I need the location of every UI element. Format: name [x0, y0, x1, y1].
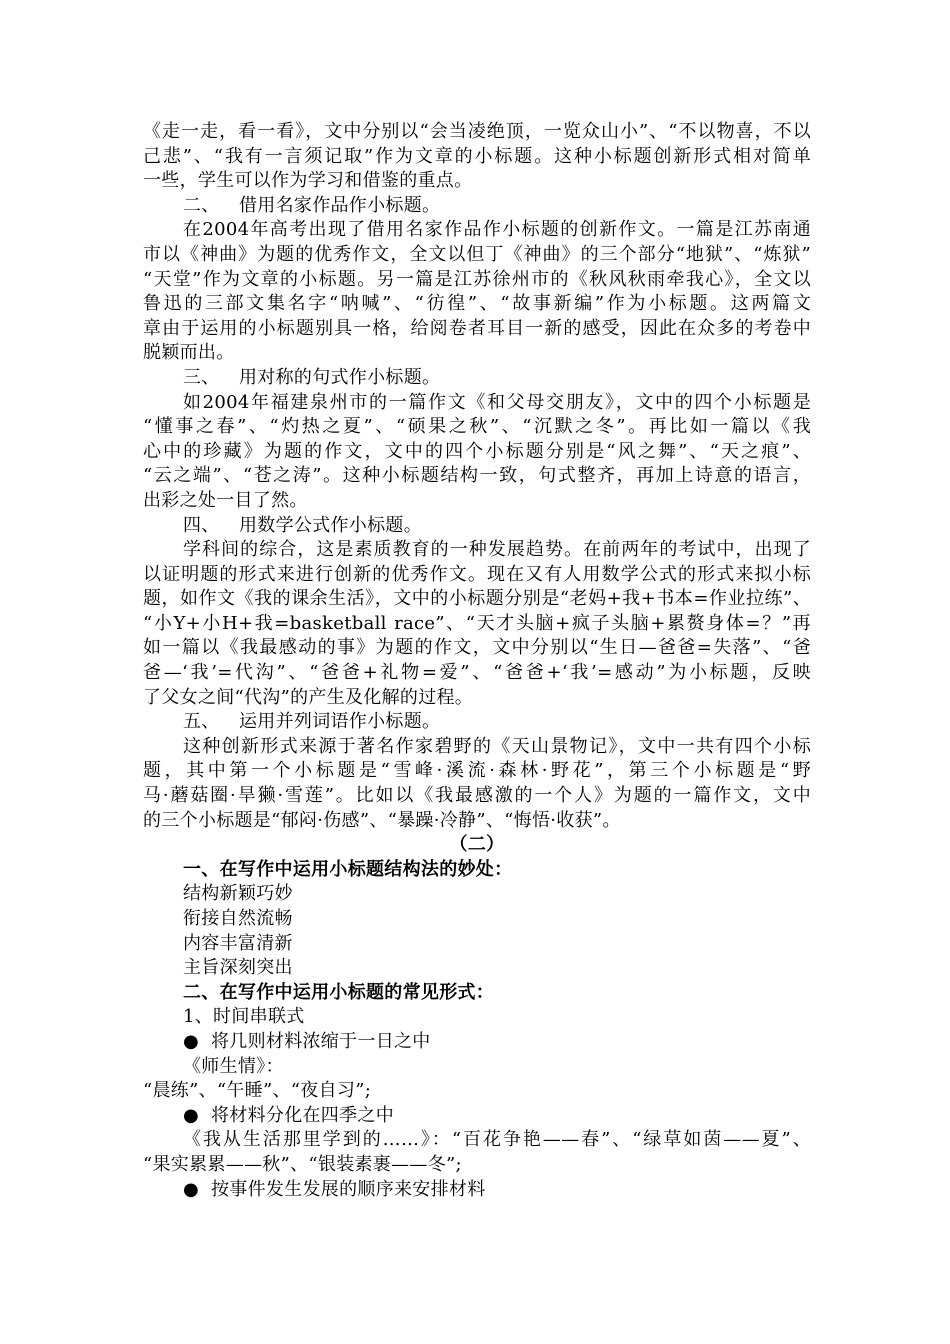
body-line: 题，其中第一个小标题是“雪峰·溪流·森林·野花”，第三个小标题是“野: [143, 760, 811, 782]
body-line: 学科间的综合，这是素质教育的一种发展趋势。在前两年的考试中，出现了: [183, 539, 811, 561]
bullet-item: [143, 1030, 811, 1055]
list-item: 结构新颖巧妙: [183, 883, 293, 905]
body-line: 爸—‘我’=代沟”、“爸爸+礼物=爱”、“爸爸+‘我’=感动”为小标题，反映: [143, 662, 811, 684]
body-line: 如2004年福建泉州市的一篇作文《和父母交朋友》，文中的四个小标题是: [183, 391, 811, 413]
list-item: 内容丰富清新: [183, 932, 293, 954]
section-heading-text: 借用名家作品作小标题。: [239, 194, 441, 216]
subheading-time-series: 1、时间串联式: [183, 1006, 305, 1028]
body-line: “天堂”作为文章的小标题。另一篇是江苏徐州市的《秋风秋雨牵我心》，全文以: [143, 268, 811, 290]
body-line: “懂事之春”、“灼热之夏”、“硕果之秋”、“沉默之冬”。再比如一篇以《我: [143, 416, 811, 438]
bullet-text: 按事件发生发展的顺序来安排材料: [211, 1178, 486, 1200]
body-line: 的三个小标题是“郁闷·伤感”、“暴躁·冷静”、“悔悟·收获”。: [143, 809, 621, 831]
section-heading-2: [143, 194, 811, 219]
body-line: 一些，学生可以作为学习和借鉴的重点。: [143, 170, 473, 192]
benefits-heading: 一、在写作中运用小标题结构法的妙处：: [183, 858, 513, 880]
body-line: 了父女之间“代沟”的产生及化解的过程。: [143, 686, 474, 708]
body-line: 马·蘑菇圈·旱獭·雪莲”。比如以《我最感激的一个人》为题的一篇作文，文中: [143, 785, 811, 807]
body-line: 脱颖而出。: [143, 342, 235, 364]
body-line: “云之端”、“苍之涛”。这种小标题结构一致，句式整齐，再加上诗意的语言，: [143, 465, 811, 487]
body-line: 在2004年高考出现了借用名家作品作小标题的创新作文。一篇是江苏南通: [183, 219, 811, 241]
bullet-icon: ●: [183, 1104, 200, 1126]
example-title: 《师生情》：: [183, 1055, 284, 1077]
body-line: 题，如作文《我的课余生活》，文中的小标题分别是“老妈+我+书本=作业拉练”、: [143, 588, 811, 610]
body-line: 市以《神曲》为题的优秀作文，全文以但丁《神曲》的三个部分“地狱”、“炼狱”: [143, 243, 811, 265]
section-heading-5: [143, 710, 811, 735]
body-line: 《走一走，看一看》，文中分别以“会当凌绝顶，一览众山小”、“不以物喜，不以: [143, 121, 811, 142]
bullet-icon: ●: [183, 1178, 200, 1200]
document-page: [143, 120, 811, 1202]
section-heading-text: 用数学公式作小标题。: [239, 514, 422, 536]
body-line: 心中的珍藏》为题的作文，文中的四个小标题分别是“风之舞”、“天之痕”、: [143, 440, 811, 462]
list-item: 衔接自然流畅: [183, 908, 293, 929]
section-heading-4: [143, 514, 811, 539]
example-text: “果实累累——秋”、“银装素裹——冬”;: [143, 1153, 462, 1175]
body-line: 这种创新形式来源于著名作家碧野的《天山景物记》，文中一共有四个小标: [183, 735, 811, 757]
body-line: 以证明题的形式来进行创新的优秀作文。现在又有人用数学公式的形式来拟小标: [143, 563, 811, 585]
body-line: 章由于运用的小标题别具一格，给阅卷者耳目一新的感受，因此在众多的考卷中: [143, 317, 811, 339]
example-text: 《我从生活那里学到的……》：“百花争艳——春”、“绿草如茵——夏”、: [183, 1129, 811, 1151]
body-line: 己悲”、“我有一言须记取”作为文章的小标题。这种小标题创新形式相对简单: [143, 145, 811, 167]
part-two-title: （二）: [449, 834, 505, 856]
list-item: 主旨深刻突出: [183, 957, 293, 979]
bullet-text: 将几则材料浓缩于一日之中: [211, 1030, 431, 1052]
section-heading-text: 用对称的句式作小标题。: [239, 366, 441, 388]
section-heading-3: [143, 366, 811, 391]
section-number: 三、: [183, 366, 220, 388]
body-line: 出彩之处一目了然。: [143, 489, 308, 511]
body-line: “小Y+小H+我=basketball race”、“天才头脑+疯子头脑+累赘身体=？”再: [143, 612, 811, 634]
example-text: “晨练”、“午睡”、“夜自习”;: [143, 1080, 372, 1102]
bullet-text: 将材料分化在四季之中: [211, 1104, 394, 1126]
forms-heading: 二、在写作中运用小标题的常见形式：: [183, 981, 495, 1003]
bullet-item: [143, 1104, 811, 1129]
bullet-icon: ●: [183, 1030, 200, 1052]
bullet-item: [143, 1178, 811, 1203]
section-heading-text: 运用并列词语作小标题。: [239, 711, 441, 733]
body-line: 鲁迅的三部文集名字“呐喊”、“彷徨”、“故事新编”作为小标题。这两篇文: [143, 293, 811, 315]
body-line: 如一篇以《我最感动的事》为题的作文，文中分别以“生日—爸爸=失落”、“爸: [143, 637, 811, 659]
section-number: 二、: [183, 194, 220, 216]
section-number: 五、: [183, 711, 220, 733]
section-number: 四、: [183, 514, 220, 536]
